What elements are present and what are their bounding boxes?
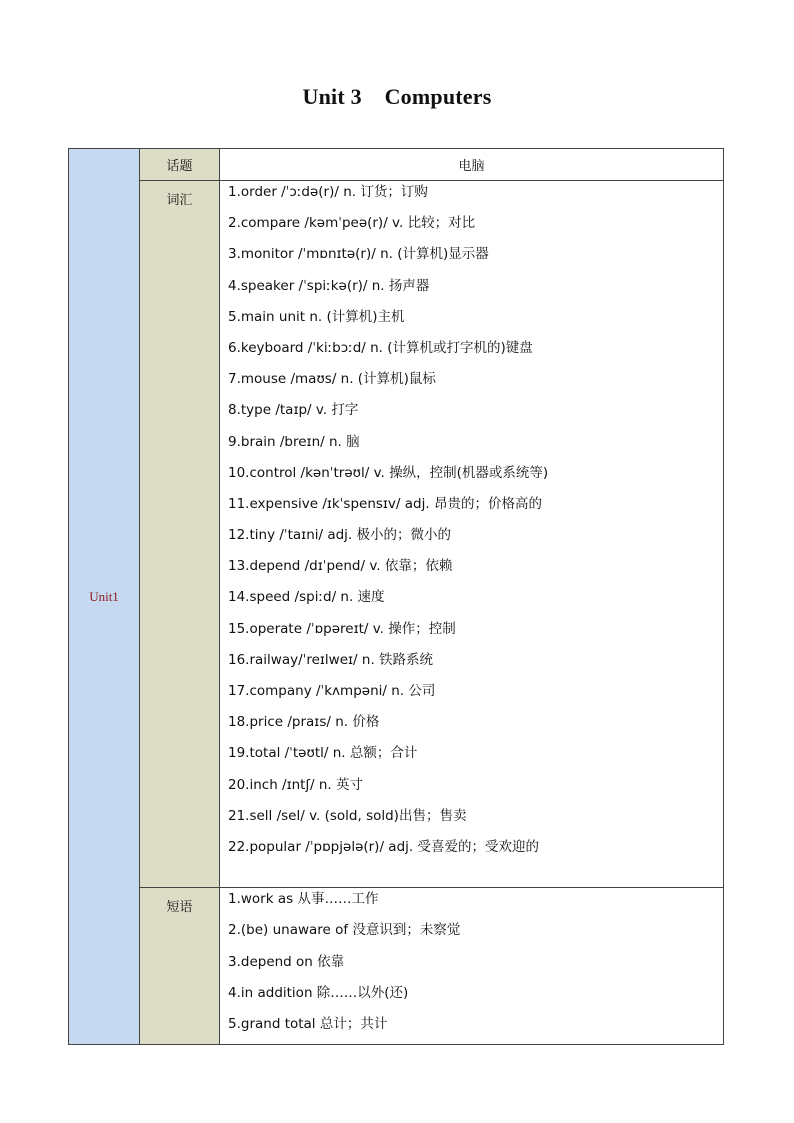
phrases-label-cell xyxy=(140,888,220,1045)
vocab-item: 9.brain /breɪn/ n. 脑 xyxy=(228,433,360,450)
topic-label: 话题 xyxy=(166,159,193,174)
vocab-item: 2.compare /kəmˈpeə(r)/ v. 比较；对比 xyxy=(228,215,476,232)
vocab-item: 16.railway/ˈreɪlweɪ/ n. 铁路系统 xyxy=(228,651,434,668)
vocab-item: 12.tiny /ˈtaɪni/ adj. 极小的；微小的 xyxy=(228,527,452,544)
vocab-item: 11.expensive /ɪkˈspensɪv/ adj. 昂贵的；价格高的 xyxy=(228,495,542,512)
vocabulary-row xyxy=(69,181,724,888)
vocab-item: 17.company /ˈkʌmpəni/ n. 公司 xyxy=(228,683,436,699)
topic-value: 电脑 xyxy=(458,159,485,174)
vocab-item: 10.control /kənˈtrəʊl/ v. 操纵，控制(机器或系统等) xyxy=(228,464,549,481)
vocabulary-list xyxy=(228,181,715,887)
phrases-content-cell xyxy=(220,888,724,1045)
vocab-item: 18.price /praɪs/ n. 价格 xyxy=(228,714,380,731)
phrase-item: 5.grand total 总计；共计 xyxy=(228,1015,388,1032)
vocab-item: 14.speed /spiːd/ n. 速度 xyxy=(228,589,385,606)
vocab-item: 8.type /taɪp/ v. 打字 xyxy=(228,402,359,419)
vocab-item: 3.monitor /ˈmɒnɪtə(r)/ n. (计算机)显示器 xyxy=(228,246,489,263)
phrase-item: 3.depend on 依靠 xyxy=(228,953,345,970)
phrase-item: 2.(be) unaware of 没意识到；未察觉 xyxy=(228,922,461,939)
vocab-item: 13.depend /dɪˈpend/ v. 依靠；依赖 xyxy=(228,558,453,575)
vocabulary-content-cell xyxy=(220,181,724,888)
phrases-label: 短语 xyxy=(166,900,193,916)
vocabulary-table xyxy=(68,148,724,1045)
topic-value-cell xyxy=(220,149,724,181)
vocab-item: 21.sell /sel/ v. (sold, sold)出售；售卖 xyxy=(228,807,467,824)
phrases-row xyxy=(69,888,724,1045)
topic-label-cell xyxy=(140,149,220,181)
vocab-item: 6.keyboard /ˈkiːbɔːd/ n. (计算机或打字机的)键盘 xyxy=(228,339,533,356)
vocab-item: 19.total /ˈtəʊtl/ n. 总额；合计 xyxy=(228,745,418,762)
page-title: Unit 3 Computers xyxy=(302,84,492,109)
vocab-item: 22.popular /ˈpɒpjələ(r)/ adj. 受喜爱的；受欢迎的 xyxy=(228,838,539,855)
phrase-item: 1.work as 从事……工作 xyxy=(228,891,379,908)
unit-cell xyxy=(69,149,140,1045)
phrase-item: 4.in addition 除……以外(还) xyxy=(228,984,409,1001)
unit-label: Unit1 xyxy=(89,588,119,604)
vocab-item: 1.order /ˈɔːdə(r)/ n. 订货；订购 xyxy=(228,184,428,200)
vocabulary-label: 词汇 xyxy=(166,193,193,208)
vocab-item: 7.mouse /maʊs/ n. (计算机)鼠标 xyxy=(228,371,436,388)
vocab-item: 4.speaker /ˈspiːkə(r)/ n. 扬声器 xyxy=(228,277,430,294)
vocab-item: 15.operate /ˈɒpəreɪt/ v. 操作；控制 xyxy=(228,620,456,637)
phrases-list xyxy=(228,888,715,1044)
vocabulary-label-cell xyxy=(140,181,220,888)
vocab-item: 20.inch /ɪntʃ/ n. 英寸 xyxy=(228,776,363,793)
topic-row xyxy=(69,149,724,181)
vocab-item: 5.main unit n. (计算机)主机 xyxy=(228,308,405,325)
